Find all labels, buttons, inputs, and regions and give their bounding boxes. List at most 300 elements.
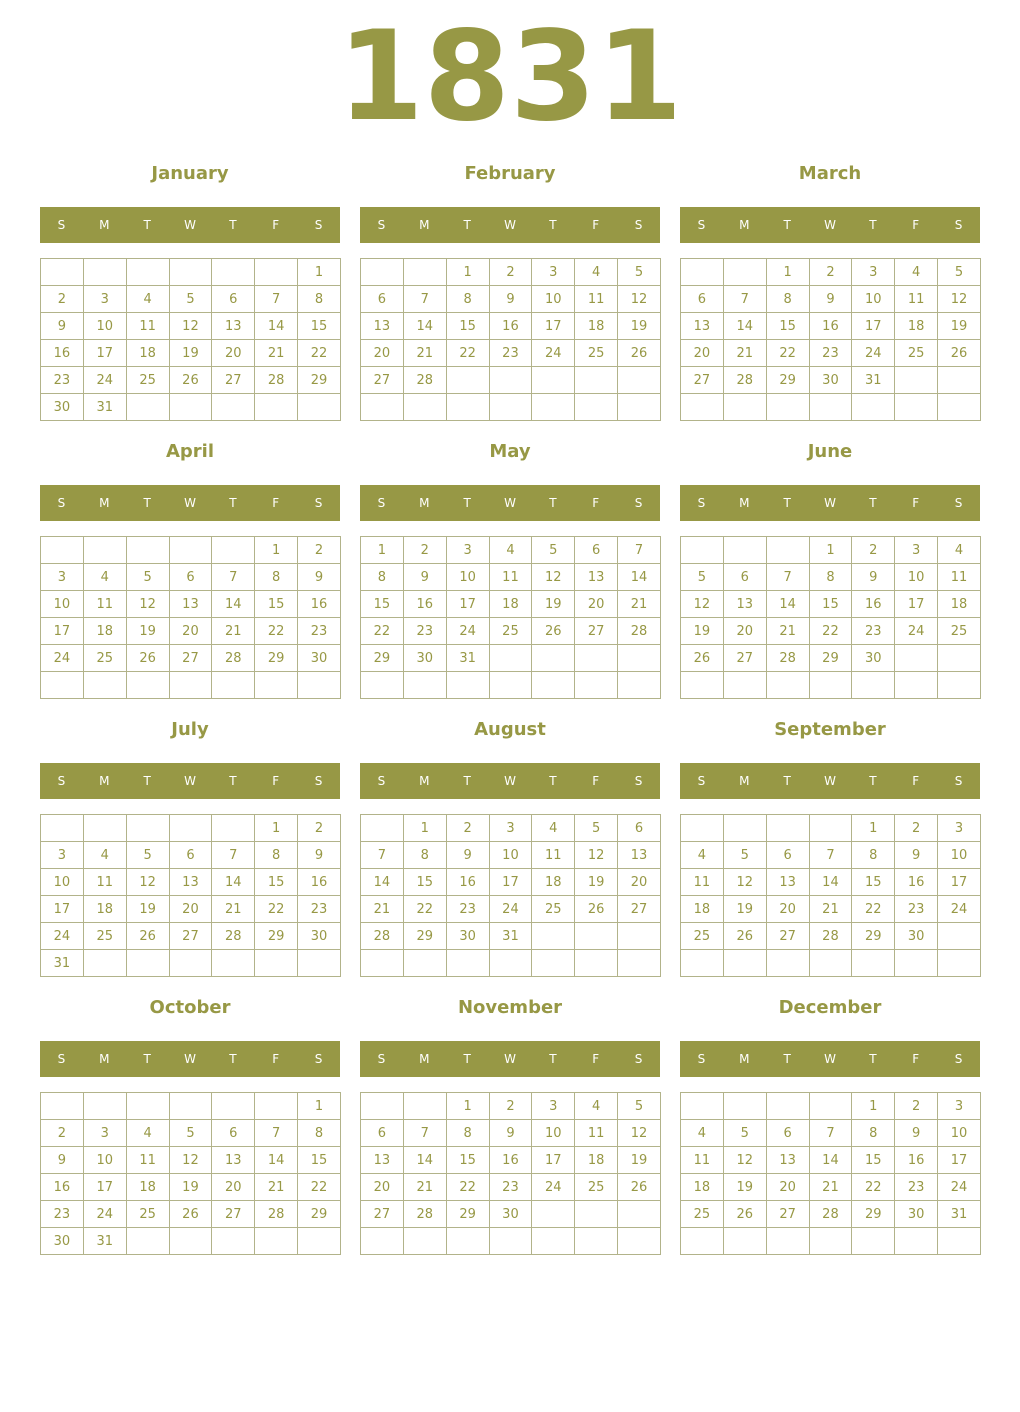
day-cell: 10 [895, 564, 938, 591]
day-cell: 23 [41, 1201, 84, 1228]
day-cell: 12 [575, 842, 618, 869]
day-cell: 29 [852, 1201, 895, 1228]
day-cell [618, 394, 661, 421]
day-cell: 31 [489, 923, 532, 950]
day-cell [766, 815, 809, 842]
day-cell: 1 [298, 1093, 341, 1120]
day-cell: 9 [895, 842, 938, 869]
weekday-label: T [869, 218, 877, 232]
day-cell [212, 1228, 255, 1255]
day-cell [575, 923, 618, 950]
year-title: 1831 [337, 5, 683, 149]
day-cell: 8 [255, 842, 298, 869]
day-cell [809, 950, 852, 977]
day-cell: 6 [212, 1120, 255, 1147]
weekday-label: T [463, 1052, 471, 1066]
day-cell: 11 [126, 313, 169, 340]
day-cell: 18 [575, 313, 618, 340]
day-cell: 21 [403, 340, 446, 367]
day-cell: 2 [403, 537, 446, 564]
weekday-label: S [377, 218, 386, 232]
day-cell: 19 [618, 313, 661, 340]
week-row [41, 869, 341, 896]
day-cell: 28 [403, 367, 446, 394]
day-cell: 10 [41, 869, 84, 896]
weekday-label: T [783, 218, 791, 232]
month-may [360, 438, 660, 706]
day-cell: 16 [852, 591, 895, 618]
day-cell: 3 [938, 1093, 981, 1120]
month-january [40, 160, 340, 428]
day-cell: 14 [403, 1147, 446, 1174]
month-name: January [151, 163, 229, 184]
day-cell [575, 1228, 618, 1255]
day-cell: 6 [766, 1120, 809, 1147]
day-cell: 14 [255, 313, 298, 340]
day-cell: 12 [532, 564, 575, 591]
day-cell [41, 815, 84, 842]
day-cell [766, 1093, 809, 1120]
weekday-label: S [634, 774, 643, 788]
weekday-label: F [272, 496, 280, 510]
day-cell: 8 [298, 1120, 341, 1147]
week-row [681, 1228, 981, 1255]
day-cell: 18 [681, 1174, 724, 1201]
weekday-label: M [739, 218, 750, 232]
day-cell [83, 259, 126, 286]
day-cell: 27 [212, 1201, 255, 1228]
days-table [360, 814, 661, 977]
day-cell: 7 [212, 564, 255, 591]
day-cell: 26 [723, 1201, 766, 1228]
day-cell: 25 [126, 1201, 169, 1228]
day-cell: 19 [723, 896, 766, 923]
day-cell [446, 394, 489, 421]
day-cell: 18 [83, 618, 126, 645]
day-cell [723, 815, 766, 842]
day-cell: 24 [895, 618, 938, 645]
day-cell: 7 [255, 286, 298, 313]
day-cell: 4 [126, 1120, 169, 1147]
day-cell: 31 [83, 1228, 126, 1255]
month-september [680, 716, 980, 984]
weekday-label: T [783, 496, 791, 510]
day-cell [681, 672, 724, 699]
day-cell: 23 [446, 896, 489, 923]
day-cell: 1 [852, 1093, 895, 1120]
day-cell: 2 [41, 1120, 84, 1147]
weekday-header-bar [40, 763, 340, 799]
week-row [361, 286, 661, 313]
day-cell: 23 [895, 1174, 938, 1201]
day-cell: 4 [575, 1093, 618, 1120]
day-cell: 4 [681, 1120, 724, 1147]
day-cell: 19 [618, 1147, 661, 1174]
day-cell [809, 1093, 852, 1120]
day-cell [723, 672, 766, 699]
day-cell [403, 672, 446, 699]
day-cell: 10 [489, 842, 532, 869]
day-cell: 30 [489, 1201, 532, 1228]
day-cell: 14 [766, 591, 809, 618]
day-cell: 8 [766, 286, 809, 313]
week-row [41, 950, 341, 977]
day-cell [895, 367, 938, 394]
day-cell [298, 950, 341, 977]
day-cell [766, 394, 809, 421]
day-cell [169, 950, 212, 977]
weekday-header-bar [360, 763, 660, 799]
day-cell: 20 [681, 340, 724, 367]
day-cell [446, 672, 489, 699]
day-cell: 24 [532, 1174, 575, 1201]
day-cell: 10 [446, 564, 489, 591]
day-cell: 23 [809, 340, 852, 367]
day-cell: 28 [212, 923, 255, 950]
day-cell [938, 950, 981, 977]
weekday-header-bar [360, 1041, 660, 1077]
day-cell [255, 1228, 298, 1255]
day-cell: 5 [618, 1093, 661, 1120]
week-row [41, 259, 341, 286]
weekday-label: T [549, 1052, 557, 1066]
week-row [361, 1201, 661, 1228]
day-cell: 7 [723, 286, 766, 313]
day-cell: 6 [361, 1120, 404, 1147]
day-cell: 9 [809, 286, 852, 313]
day-cell: 14 [361, 869, 404, 896]
day-cell: 15 [852, 1147, 895, 1174]
day-cell: 1 [298, 259, 341, 286]
day-cell: 12 [938, 286, 981, 313]
day-cell: 31 [41, 950, 84, 977]
week-row [361, 815, 661, 842]
day-cell [723, 394, 766, 421]
weekday-label: W [504, 496, 516, 510]
day-cell: 20 [212, 1174, 255, 1201]
day-cell: 5 [723, 1120, 766, 1147]
day-cell: 19 [169, 340, 212, 367]
day-cell: 8 [255, 564, 298, 591]
day-cell [169, 394, 212, 421]
weekday-label: W [824, 496, 836, 510]
day-cell: 26 [618, 340, 661, 367]
day-cell: 19 [575, 869, 618, 896]
day-cell: 14 [723, 313, 766, 340]
day-cell: 6 [618, 815, 661, 842]
day-cell: 30 [298, 645, 341, 672]
month-name: April [165, 441, 215, 462]
day-cell: 25 [532, 896, 575, 923]
weekday-label: T [229, 496, 237, 510]
day-cell [126, 1093, 169, 1120]
day-cell: 22 [255, 896, 298, 923]
day-cell: 20 [361, 1174, 404, 1201]
month-name: December [778, 997, 882, 1018]
day-cell [126, 950, 169, 977]
day-cell: 10 [938, 842, 981, 869]
day-cell: 7 [618, 537, 661, 564]
day-cell: 7 [212, 842, 255, 869]
day-cell: 28 [361, 923, 404, 950]
day-cell [361, 950, 404, 977]
weekday-label: T [549, 496, 557, 510]
week-row [41, 842, 341, 869]
day-cell: 22 [298, 340, 341, 367]
day-cell: 24 [489, 896, 532, 923]
week-row [361, 591, 661, 618]
day-cell: 16 [895, 1147, 938, 1174]
day-cell: 1 [446, 1093, 489, 1120]
day-cell [681, 259, 724, 286]
weekday-label: T [229, 218, 237, 232]
month-name: August [474, 719, 546, 740]
day-cell: 4 [895, 259, 938, 286]
week-row [361, 842, 661, 869]
weekday-label: F [592, 218, 600, 232]
day-cell [403, 259, 446, 286]
day-cell: 26 [681, 645, 724, 672]
day-cell: 3 [41, 564, 84, 591]
day-cell: 17 [489, 869, 532, 896]
day-cell: 9 [895, 1120, 938, 1147]
day-cell: 22 [766, 340, 809, 367]
day-cell: 10 [532, 1120, 575, 1147]
weekday-label: S [954, 496, 963, 510]
weekday-label: S [377, 1052, 386, 1066]
day-cell: 23 [298, 896, 341, 923]
day-cell: 6 [169, 564, 212, 591]
day-cell: 20 [618, 869, 661, 896]
day-cell: 21 [403, 1174, 446, 1201]
day-cell: 3 [83, 1120, 126, 1147]
weekday-label: S [697, 218, 706, 232]
day-cell [532, 1228, 575, 1255]
week-row [41, 618, 341, 645]
day-cell: 17 [83, 340, 126, 367]
day-cell: 3 [446, 537, 489, 564]
day-cell [532, 923, 575, 950]
weekday-label: W [824, 218, 836, 232]
month-april [40, 438, 340, 706]
day-cell: 5 [126, 842, 169, 869]
day-cell: 14 [212, 869, 255, 896]
day-cell: 16 [895, 869, 938, 896]
day-cell: 15 [809, 591, 852, 618]
day-cell [126, 672, 169, 699]
day-cell: 4 [532, 815, 575, 842]
day-cell: 30 [895, 923, 938, 950]
week-row [41, 367, 341, 394]
day-cell [723, 1228, 766, 1255]
weekday-label: T [463, 218, 471, 232]
week-row [361, 1147, 661, 1174]
day-cell: 23 [895, 896, 938, 923]
weekday-label: W [184, 1052, 196, 1066]
day-cell [938, 1228, 981, 1255]
day-cell: 25 [575, 340, 618, 367]
day-cell: 2 [852, 537, 895, 564]
day-cell [169, 537, 212, 564]
day-cell: 21 [255, 1174, 298, 1201]
weekday-label: S [314, 774, 323, 788]
week-row [361, 1228, 661, 1255]
day-cell [83, 537, 126, 564]
day-cell: 27 [212, 367, 255, 394]
days-table [680, 258, 981, 421]
day-cell: 6 [575, 537, 618, 564]
day-cell: 27 [361, 1201, 404, 1228]
week-row [681, 1120, 981, 1147]
day-cell: 4 [681, 842, 724, 869]
day-cell [766, 537, 809, 564]
month-december [680, 994, 980, 1262]
weekday-label: F [912, 496, 920, 510]
day-cell: 5 [618, 259, 661, 286]
day-cell: 15 [446, 1147, 489, 1174]
day-cell: 11 [938, 564, 981, 591]
week-row [361, 869, 661, 896]
day-cell [298, 1228, 341, 1255]
weekday-label: M [419, 496, 430, 510]
day-cell [126, 537, 169, 564]
day-cell [532, 950, 575, 977]
day-cell: 17 [938, 1147, 981, 1174]
week-row [681, 537, 981, 564]
day-cell [169, 815, 212, 842]
day-cell [532, 1201, 575, 1228]
day-cell: 27 [618, 896, 661, 923]
week-row [681, 394, 981, 421]
day-cell: 18 [126, 1174, 169, 1201]
month-name: November [457, 997, 563, 1018]
days-table [40, 1092, 341, 1255]
day-cell [575, 672, 618, 699]
day-cell: 13 [723, 591, 766, 618]
week-row [41, 313, 341, 340]
day-cell [575, 1201, 618, 1228]
day-cell: 9 [852, 564, 895, 591]
day-cell: 17 [532, 1147, 575, 1174]
weekday-label: W [504, 1052, 516, 1066]
day-cell [255, 1093, 298, 1120]
weekday-label: S [377, 496, 386, 510]
day-cell [41, 537, 84, 564]
day-cell: 9 [489, 286, 532, 313]
day-cell: 14 [212, 591, 255, 618]
day-cell [532, 394, 575, 421]
day-cell: 24 [41, 645, 84, 672]
day-cell: 18 [83, 896, 126, 923]
week-row [41, 923, 341, 950]
day-cell: 10 [83, 1147, 126, 1174]
day-cell [809, 815, 852, 842]
day-cell: 26 [938, 340, 981, 367]
day-cell: 21 [809, 1174, 852, 1201]
weekday-header-bar [680, 763, 980, 799]
weekday-label: W [824, 774, 836, 788]
day-cell: 1 [766, 259, 809, 286]
day-cell: 4 [83, 842, 126, 869]
day-cell [212, 1093, 255, 1120]
weekday-label: F [272, 218, 280, 232]
day-cell: 26 [126, 923, 169, 950]
weekday-label: S [57, 774, 66, 788]
day-cell: 15 [298, 1147, 341, 1174]
day-cell: 29 [361, 645, 404, 672]
day-cell: 13 [361, 313, 404, 340]
weekday-label: W [504, 218, 516, 232]
day-cell [681, 394, 724, 421]
week-row [681, 815, 981, 842]
day-cell: 19 [126, 896, 169, 923]
day-cell: 21 [212, 618, 255, 645]
day-cell: 9 [403, 564, 446, 591]
week-row [361, 1120, 661, 1147]
weekday-label: S [57, 496, 66, 510]
day-cell: 26 [618, 1174, 661, 1201]
day-cell [126, 259, 169, 286]
week-row [681, 591, 981, 618]
day-cell [212, 394, 255, 421]
day-cell: 4 [489, 537, 532, 564]
week-row [681, 842, 981, 869]
day-cell [532, 645, 575, 672]
day-cell: 11 [532, 842, 575, 869]
weekday-label: T [783, 774, 791, 788]
day-cell: 17 [938, 869, 981, 896]
weekday-label: S [377, 774, 386, 788]
week-row [681, 923, 981, 950]
week-row [41, 1228, 341, 1255]
day-cell: 18 [532, 869, 575, 896]
day-cell [255, 950, 298, 977]
weekday-label: M [739, 496, 750, 510]
day-cell: 5 [169, 286, 212, 313]
day-cell [212, 950, 255, 977]
day-cell: 15 [255, 591, 298, 618]
days-table [360, 1092, 661, 1255]
month-name: February [464, 163, 556, 184]
day-cell [723, 537, 766, 564]
day-cell: 11 [895, 286, 938, 313]
day-cell: 29 [766, 367, 809, 394]
day-cell: 31 [852, 367, 895, 394]
day-cell: 3 [83, 286, 126, 313]
weekday-label: T [463, 774, 471, 788]
day-cell: 26 [169, 1201, 212, 1228]
week-row [681, 896, 981, 923]
day-cell: 13 [681, 313, 724, 340]
day-cell: 29 [298, 1201, 341, 1228]
day-cell: 21 [361, 896, 404, 923]
day-cell: 12 [126, 591, 169, 618]
weekday-label: T [869, 774, 877, 788]
day-cell: 11 [489, 564, 532, 591]
weekday-header-bar [680, 207, 980, 243]
day-cell: 5 [126, 564, 169, 591]
day-cell [446, 367, 489, 394]
day-cell: 14 [255, 1147, 298, 1174]
day-cell: 18 [489, 591, 532, 618]
day-cell: 13 [766, 1147, 809, 1174]
day-cell: 22 [298, 1174, 341, 1201]
week-row [41, 1174, 341, 1201]
day-cell: 17 [852, 313, 895, 340]
days-table [40, 814, 341, 977]
day-cell: 31 [83, 394, 126, 421]
weekday-label: T [463, 496, 471, 510]
